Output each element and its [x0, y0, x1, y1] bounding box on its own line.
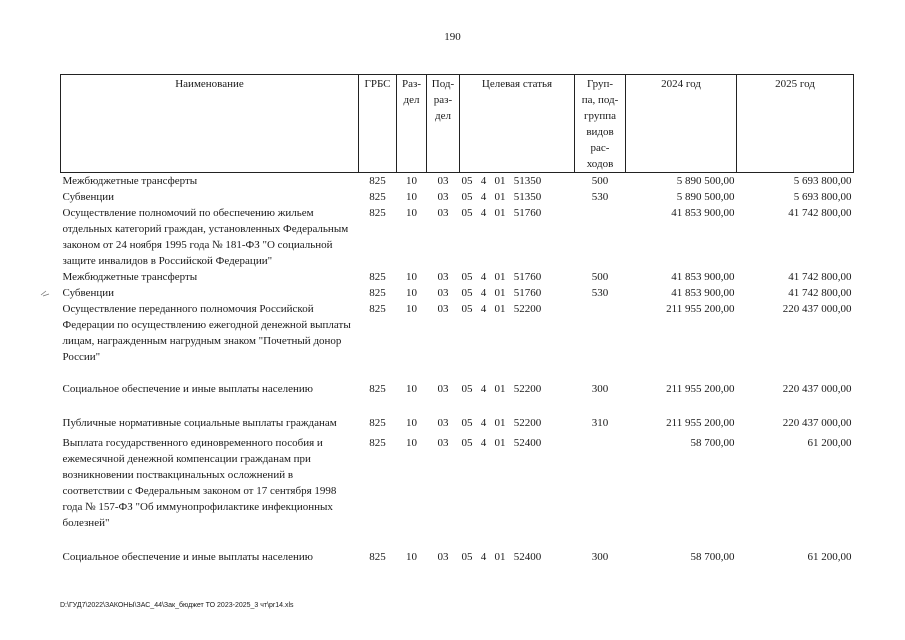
row-grbs: 825 — [369, 383, 386, 395]
row-podrazdel: 03 — [437, 271, 449, 283]
row-target-article: 05 4 01 52400 — [461, 551, 542, 563]
row-expense-group: 310 — [591, 417, 609, 429]
row-2025: 61 200,00 — [807, 551, 852, 563]
row-podrazdel: 03 — [437, 417, 449, 429]
row-grbs: 825 — [369, 551, 386, 563]
row-2025: 41 742 800,00 — [788, 271, 852, 283]
row-2025: 220 437 000,00 — [782, 417, 852, 429]
row-2025: 5 693 800,00 — [793, 175, 852, 187]
row-expense-group: 530 — [591, 287, 609, 299]
row-2024: 41 853 900,00 — [671, 207, 735, 219]
row-name: Выплата государственного единовременного пособия и ежемесячной денежной компенсации гражданам при возникновении поствакцинальных осложнений в соответствии с Федеральным законом от 17 сентября 1998 года № 157-ФЗ "Об иммунопрофилактике инфекционных болезней" — [62, 437, 337, 529]
row-target-article: 05 4 01 51350 — [461, 191, 542, 203]
row-expense-group: 500 — [591, 271, 609, 283]
file-path-footer: D:\ГУД7\2022\ЗАКОНЫ\ЗАС_44\Зак_бюджет ТО 2023-2025_3 чт\pr14.xls — [60, 602, 294, 609]
row-podrazdel: 03 — [437, 191, 449, 203]
row-grbs: 825 — [369, 191, 386, 203]
row-target-article: 05 4 01 51350 — [461, 175, 542, 187]
row-target-article: 05 4 01 52200 — [461, 383, 542, 395]
row-podrazdel: 03 — [437, 175, 449, 187]
row-razdel: 10 — [406, 437, 417, 449]
row-name: Социальное обеспечение и иные выплаты населению — [62, 383, 314, 395]
row-2025: 41 742 800,00 — [788, 287, 852, 299]
header-razdel: Раз- дел — [397, 75, 427, 173]
header-grbs: ГРБС — [359, 75, 397, 173]
header-name: Наименование — [61, 75, 359, 173]
table-row — [61, 381, 854, 415]
row-target-article: 05 4 01 52400 — [461, 437, 542, 449]
header-2025: 2025 год — [737, 75, 854, 173]
row-2024: 211 955 200,00 — [666, 303, 735, 315]
table-row — [61, 269, 854, 285]
row-razdel: 10 — [406, 191, 417, 203]
row-target-article: 05 4 01 52200 — [461, 417, 542, 429]
page-number: 190 — [444, 31, 461, 43]
table-row — [61, 205, 854, 269]
row-target-article: 05 4 01 51760 — [461, 207, 542, 219]
row-grbs: 825 — [369, 417, 386, 429]
row-expense-group: 500 — [591, 175, 609, 187]
row-grbs: 825 — [369, 207, 386, 219]
header-expense-group: Груп- па, под- группа видов рас- ходов — [575, 75, 626, 173]
row-target-article: 05 4 01 51760 — [461, 287, 542, 299]
row-expense-group — [575, 435, 626, 549]
row-grbs: 825 — [369, 271, 386, 283]
table-row — [61, 415, 854, 435]
row-2024: 5 890 500,00 — [676, 191, 735, 203]
row-2025: 61 200,00 — [807, 437, 852, 449]
row-razdel: 10 — [406, 417, 417, 429]
row-name: Субвенции — [62, 191, 115, 203]
row-razdel: 10 — [406, 551, 417, 563]
row-2024: 211 955 200,00 — [666, 417, 735, 429]
row-name: Публичные нормативные социальные выплаты гражданам — [62, 417, 337, 429]
row-target-article: 05 4 01 51760 — [461, 271, 542, 283]
table-row — [61, 549, 854, 565]
row-grbs: 825 — [369, 175, 386, 187]
row-name: Осуществление переданного полномочия Российской Федерации по осуществлению ежегодной денежной выплаты лицам, награжденным нагрудным знаком "Почетный донор России" — [62, 303, 351, 363]
row-razdel: 10 — [406, 383, 417, 395]
row-2025: 220 437 000,00 — [782, 383, 852, 395]
row-name: Межбюджетные трансферты — [62, 271, 198, 283]
row-expense-group: 530 — [591, 191, 609, 203]
row-podrazdel: 03 — [437, 383, 449, 395]
row-name: Социальное обеспечение и иные выплаты населению — [62, 551, 314, 563]
row-razdel: 10 — [406, 287, 417, 299]
row-2024: 41 853 900,00 — [671, 287, 735, 299]
row-name: Субвенции — [62, 287, 115, 299]
row-name: Осуществление полномочий по обеспечению жильем отдельных категорий граждан, установленных Федеральным законом от 24 ноября 1995 года № 181-ФЗ "О социальной защите инвалидов в Российской Федерации" — [62, 207, 349, 267]
row-razdel: 10 — [406, 303, 417, 315]
table-row — [61, 189, 854, 205]
row-razdel: 10 — [406, 175, 417, 187]
budget-table — [60, 74, 854, 565]
row-2024: 5 890 500,00 — [676, 175, 735, 187]
row-name: Межбюджетные трансферты — [62, 175, 198, 187]
row-2024: 58 700,00 — [690, 551, 735, 563]
row-podrazdel: 03 — [437, 303, 449, 315]
row-target-article: 05 4 01 52200 — [461, 303, 542, 315]
row-podrazdel: 03 — [437, 287, 449, 299]
row-expense-group — [575, 301, 626, 381]
row-podrazdel: 03 — [437, 437, 449, 449]
row-razdel: 10 — [406, 271, 417, 283]
scan-artifact-icon — [40, 287, 56, 297]
row-expense-group — [575, 205, 626, 269]
row-grbs: 825 — [369, 437, 386, 449]
table-row — [61, 435, 854, 549]
row-podrazdel: 03 — [437, 551, 449, 563]
row-2024: 41 853 900,00 — [671, 271, 735, 283]
row-podrazdel: 03 — [437, 207, 449, 219]
row-2024: 58 700,00 — [690, 437, 735, 449]
table-header-row — [61, 75, 854, 173]
header-2024: 2024 год — [626, 75, 737, 173]
row-grbs: 825 — [369, 303, 386, 315]
row-2025: 220 437 000,00 — [782, 303, 852, 315]
header-target-article: Целевая статья — [460, 75, 575, 173]
row-2025: 5 693 800,00 — [793, 191, 852, 203]
table-row — [61, 301, 854, 381]
row-expense-group: 300 — [591, 551, 609, 563]
header-podrazdel: Под- раз- дел — [427, 75, 460, 173]
row-2024: 211 955 200,00 — [666, 383, 735, 395]
table-row — [61, 173, 854, 190]
row-razdel: 10 — [406, 207, 417, 219]
row-grbs: 825 — [369, 287, 386, 299]
table-row — [61, 285, 854, 301]
row-expense-group: 300 — [591, 383, 609, 395]
row-2025: 41 742 800,00 — [788, 207, 852, 219]
